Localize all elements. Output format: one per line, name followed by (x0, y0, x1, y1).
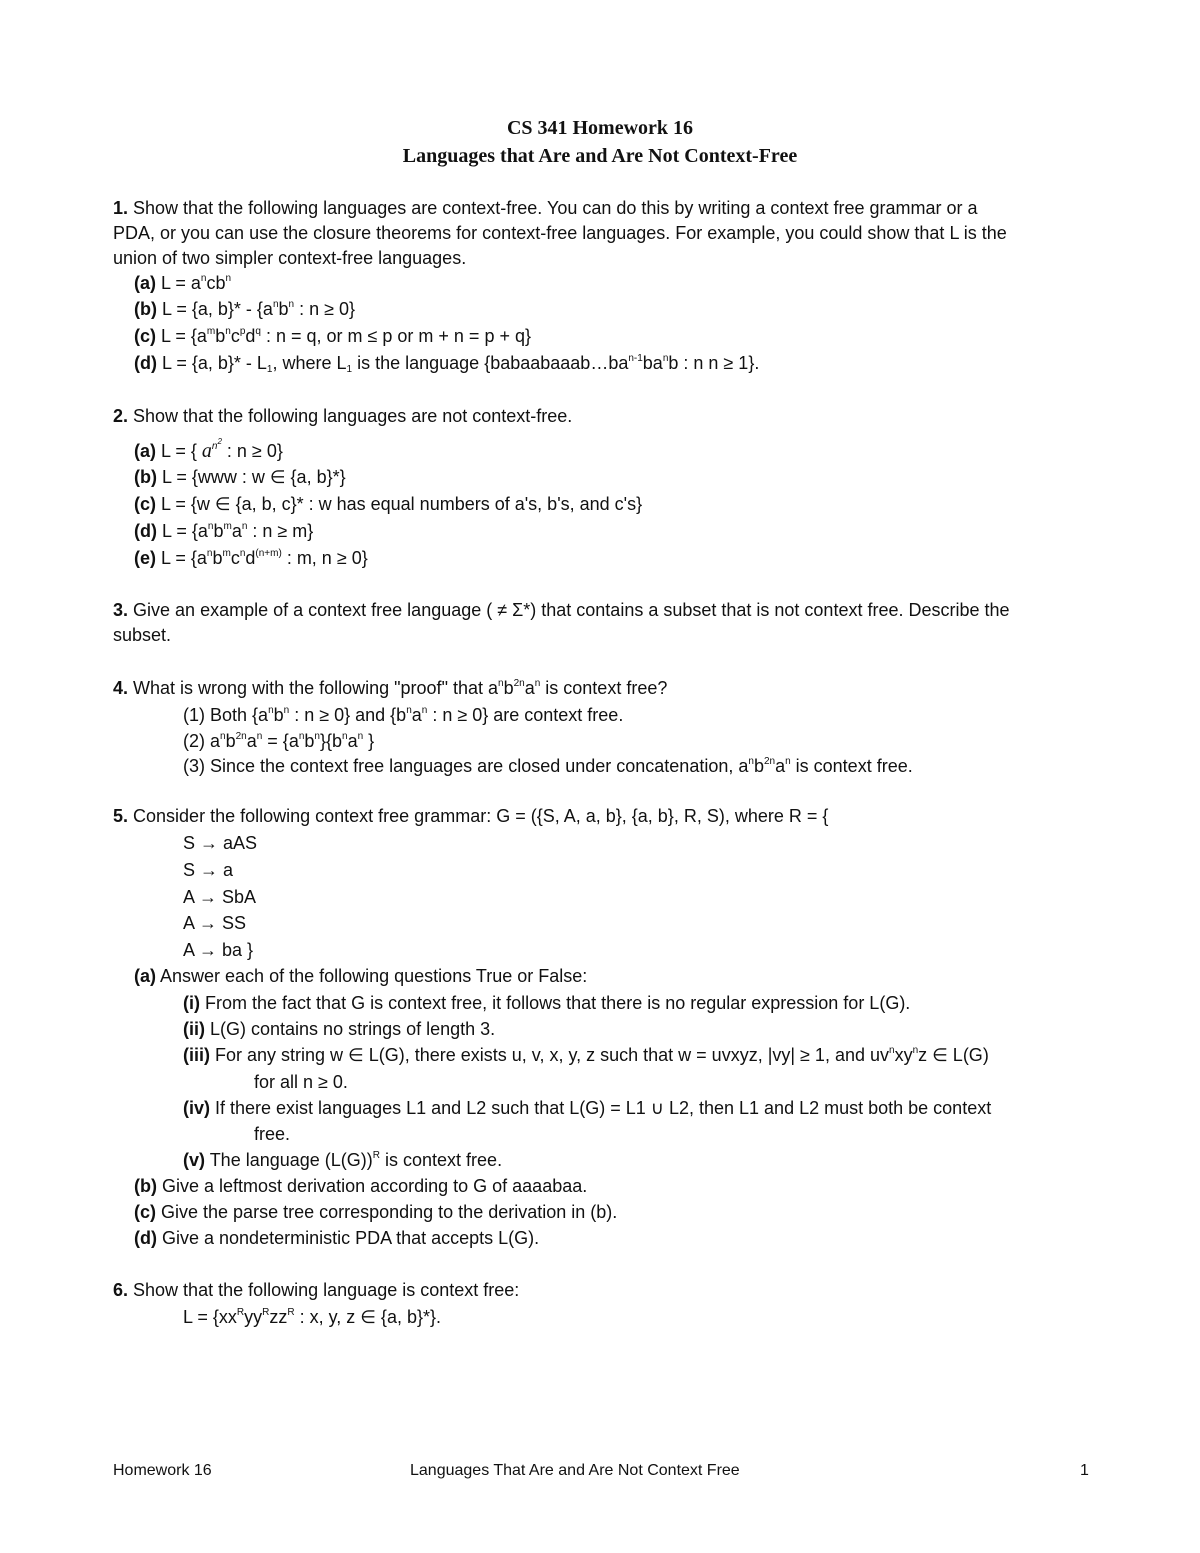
footer-center: Languages That Are and Are Not Context Free (410, 1462, 740, 1479)
q5-intro: 5. Consider the following context free grammar: G = ({S, A, a, b}, {a, b}, R, S), where R = { (113, 806, 829, 826)
q1-intro-line-1: 1. Show that the following languages are context-free. You can do this by writing a context free grammar or a (113, 198, 978, 218)
footer-left: Homework 16 (113, 1462, 212, 1479)
q5-part-a-i: (i) From the fact that G is context free, it follows that there is no regular expression for L(G). (183, 993, 911, 1013)
q2-part-c: (c) L = {w ∈ {a, b, c}* : w has equal numbers of a's, b's, and c's} (134, 494, 643, 514)
q1-part-b: (b) L = {a, $b\}* - \{a^nb^n$ : n ≥ 0} (134, 299, 355, 319)
q6-language: $L = \{xx^Ryy^Rzz^R$ : x, y, z ∈ {a, b}*}. (183, 1307, 441, 1327)
q1-intro-line-2: PDA, or you can use the closure theorems for context-free languages. For example, you could show that L is the (113, 223, 1007, 243)
q3-line-2: subset. (113, 625, 172, 645)
q5-part-a-iii: (iii) For any string w ∈ L(G), there exists u, v, x, y, z such that w = uvxyz, |vy| ≥ 1, and $uv^nxy^nz$ ∈ L(G) (183, 1045, 989, 1065)
q4-intro: 4. What is wrong with the following "proof" that $a^nb^{2n}a^n$ is context free? (113, 678, 668, 698)
q5-part-a: (a) Answer each of the following questions True or False: (134, 966, 588, 986)
q5-part-c: (c) Give the parse tree corresponding to the derivation in (b). (134, 1202, 618, 1222)
q1-part-c: (c) $L = \{a^mb^nc^pd^q$ : n = q, or m ≤ p or m + n = p + q} (134, 326, 531, 346)
q6-intro: 6. Show that the following language is context free: (113, 1280, 520, 1300)
q4-step-1: (1) Both {$a^nb^n$ : n ≥ 0} and {$b^na^n$ : n ≥ 0} are context free. (183, 705, 624, 725)
q5-part-a-v: (v) The language $(L(G))^R$ is context free. (183, 1150, 503, 1170)
q2-intro: 2. Show that the following languages are not context-free. (113, 406, 573, 426)
q4-step-2: (2) $a^nb^{2n}a^n = \{a^nb^n\}\{b^na^n$ } (183, 731, 375, 751)
q5-part-a-ii: (ii) L(G) contains no strings of length 3. (183, 1019, 496, 1039)
q1-part-d: (d) L = {a, $b\}* - L_1$, where $L_1$ is the language {$babaabaaab\dots ba^{n-1}ba^nb$ : n n ≥ 1}. (134, 353, 760, 375)
q5-rule-5: A → ba } (183, 940, 254, 960)
q3-number: 3. (113, 600, 129, 620)
q5-part-a-iv-cont: free. (254, 1124, 291, 1144)
q2-part-b: (b) L = {www : w ∈ {a, b}*} (134, 467, 346, 487)
q5-part-b: (b) Give a leftmost derivation according to G of aaaabaa. (134, 1176, 588, 1196)
q2-part-d: (d) $L = \{a^nb^ma^n$ : n ≥ m} (134, 521, 314, 541)
q5-rule-1: S → aAS (183, 833, 258, 853)
q5-part-a-iv: (iv) If there exist languages L1 and L2 such that L(G) = L1 ∪ L2, then L1 and L2 must both be context (183, 1098, 992, 1118)
q2-number: 2. (113, 406, 129, 426)
q5-part-a-iii-cont: for all n ≥ 0. (254, 1072, 348, 1092)
q5-number: 5. (113, 806, 129, 826)
footer-page-number: 1 (1080, 1462, 1089, 1479)
q5-rule-3: A → SbA (183, 887, 257, 907)
q4-step-3: (3) Since the context free languages are closed under concatenation, $a^nb^{2n}a^n$ is context free. (183, 756, 913, 776)
q1-number: 1. (113, 198, 129, 218)
page-title: CS 341 Homework 16 (506, 117, 694, 139)
q3-line-1: 3. Give an example of a context free language ( ≠ Σ*) that contains a subset that is not context free. Describe the (113, 600, 1010, 620)
page-subtitle: Languages that Are and Are Not Context-Free (402, 145, 798, 167)
q5-rule-2: S → a (183, 860, 234, 880)
q1-part-a: (a) $L = a^ncb^n$ (134, 273, 232, 293)
q4-number: 4. (113, 678, 129, 698)
q5-part-d: (d) Give a nondeterministic PDA that accepts L(G). (134, 1228, 540, 1248)
q5-rule-4: A → SS (183, 913, 247, 933)
q6-number: 6. (113, 1280, 129, 1300)
q2-part-a: (a) L = { $a^{n^2}$ : n ≥ 0} (134, 437, 283, 462)
q2-part-e: (e) $L = \{a^nb^mc^nd^{(n+m)}$ : m, n ≥ 0} (134, 548, 368, 568)
q1-intro-line-3: union of two simpler context-free languages. (113, 248, 467, 268)
